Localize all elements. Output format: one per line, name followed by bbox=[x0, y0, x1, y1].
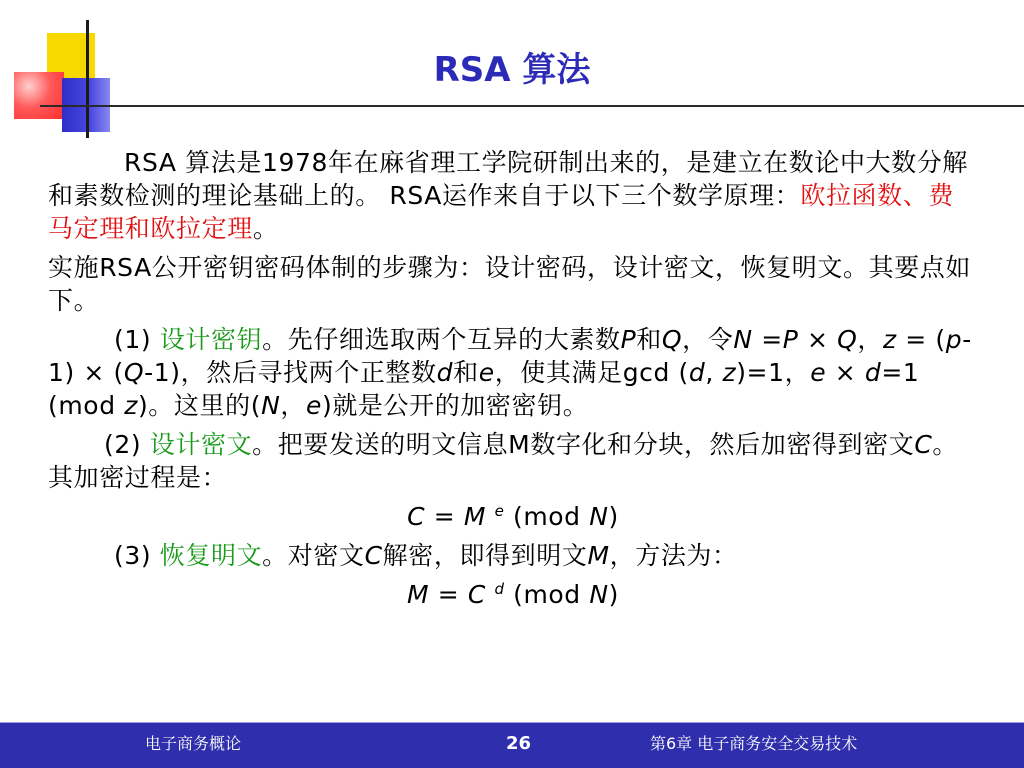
encryption-formula: C = M $^e$ (mod N) bbox=[407, 502, 619, 531]
footer-course-title: 电子商务概论 bbox=[145, 734, 242, 753]
step2-label: 设计密文 bbox=[149, 430, 253, 459]
step3-paragraph: (3) 恢复明文。对密文C解密，即得到明文M，方法为： bbox=[114, 541, 738, 570]
step2-paragraph: (2) 设计密文。把要发送的明文信息M数字化和分块，然后加密得到密文C。其加密过程是： bbox=[48, 430, 959, 492]
intro-text: RSA 算法是1978年在麻省理工学院研制出来的，是建立在数论中大数分解和素数检测的理论基础上的。 RSA运作来自于以下三个数学原理： bbox=[48, 148, 968, 210]
slide-body bbox=[48, 146, 978, 617]
page-number: 26 bbox=[506, 733, 532, 754]
step1-label: 设计密钥 bbox=[159, 325, 263, 354]
footer-chapter-title: 第6章 电子商务安全交易技术 bbox=[650, 734, 858, 753]
slide-footer bbox=[0, 720, 1024, 768]
steps-paragraph: 实施RSA公开密钥密码体制的步骤为：设计密码，设计密文，恢复明文。其要点如下。 bbox=[48, 253, 972, 315]
slide-title: RSA 算法 bbox=[433, 50, 591, 90]
step1-paragraph: (1) 设计密钥。先仔细选取两个互异的大素数P和Q，令N =P × Q，z = (p-1) × (Q-1)，然后寻找两个正整数d和e，使其满足gcd (d, z)=1，e × d=1 (mod z)。这里的(N，e)就是公开的加密密钥。 bbox=[48, 325, 972, 420]
step3-label: 恢复明文 bbox=[159, 541, 263, 570]
title-divider bbox=[40, 105, 1024, 107]
intro-highlight: 欧拉函数、费马定理和欧拉定理 bbox=[48, 181, 954, 243]
intro-paragraph: RSA 算法是1978年在麻省理工学院研制出来的，是建立在数论中大数分解和素数检测的理论基础上的。 RSA运作来自于以下三个数学原理：欧拉函数、费马定理和欧拉定理。 bbox=[48, 148, 968, 243]
decryption-formula: M = C $^d$ (mod N) bbox=[407, 580, 619, 609]
